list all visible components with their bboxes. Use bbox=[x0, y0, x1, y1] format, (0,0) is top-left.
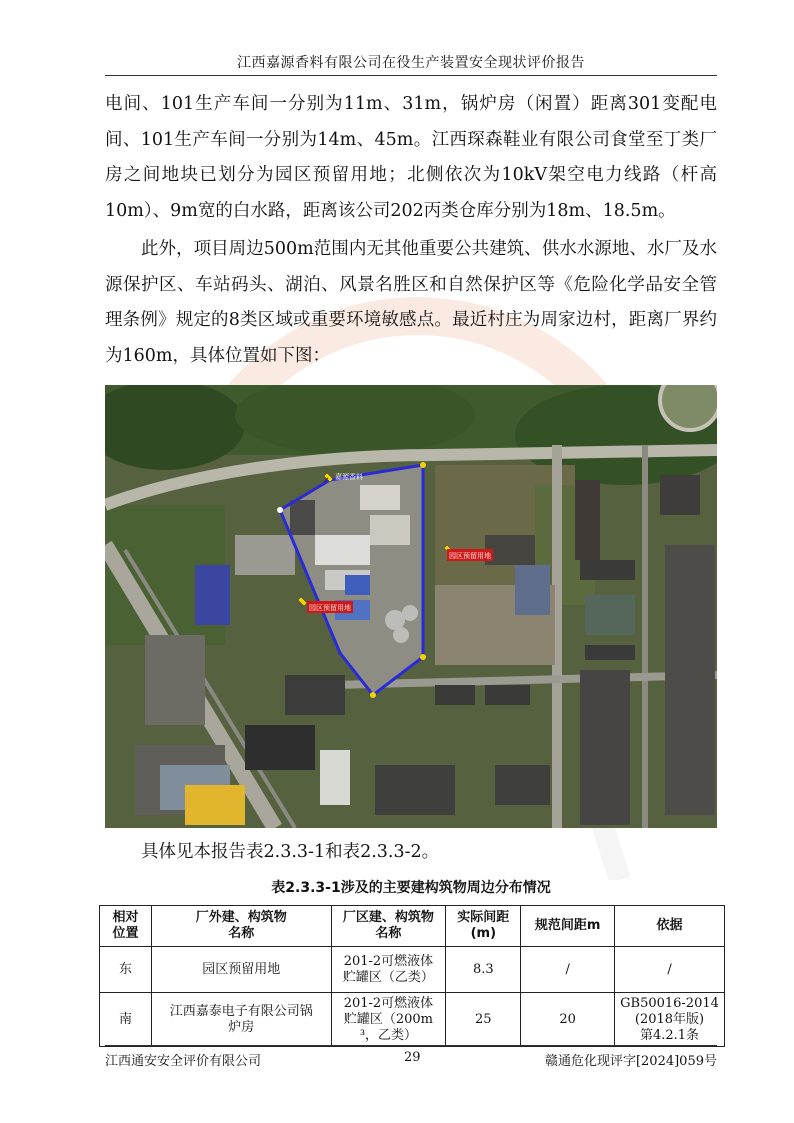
footer-page-number: 29 bbox=[404, 1050, 421, 1065]
header-position: 相对 位置 bbox=[100, 906, 152, 947]
header-basis: 依据 bbox=[615, 906, 725, 947]
table-reference-line: 具体见本报告表2.3.3-1和表2.3.3-2。 bbox=[141, 842, 440, 862]
footer-divider bbox=[105, 1045, 717, 1046]
map-label-site: 嘉源香料 bbox=[335, 473, 363, 481]
cell-actual-distance: 25 bbox=[446, 993, 521, 1047]
cell-required-distance: 20 bbox=[521, 993, 615, 1047]
cell-position: 东 bbox=[100, 947, 152, 993]
cell-external-structure: 园区预留用地 bbox=[151, 947, 331, 993]
map-label-east: 园区预留用地 bbox=[449, 552, 491, 560]
footer-document-number: 赣通危化现评字[2024]059号 bbox=[544, 1054, 717, 1069]
cell-basis: / bbox=[615, 947, 725, 993]
paragraph-distances: 电间、101生产车间一分别为11m、31m，锅炉房（闲置）距离301变配电间、101生产车间一分别为14m、45m。江西琛森鞋业有限公司食堂至丁类厂房之间地块已划分为园区预留用地；北侧依次为10kV架空电力线路（杆高10m）、9m宽的白水路，距离该公司202丙类仓库分别为18m、18.5m。 bbox=[105, 94, 717, 221]
paragraph-surroundings: 此外，项目周边500m范围内无其他重要公共建筑、供水水源地、水厂及水源保护区、车站码头、湖泊、风景名胜区和自然保护区等《危险化学品安全管理条例》规定的8类区域或重要环境敏感点。最近村庄为周家边村，距离厂界约为160m，具体位置如下图： bbox=[105, 239, 717, 366]
table-title: 表2.3.3-1涉及的主要建构筑物周边分布情况 bbox=[271, 880, 551, 896]
header-required-distance: 规范间距m bbox=[521, 906, 615, 947]
map-label-west: 园区预留用地 bbox=[309, 604, 351, 612]
cell-actual-distance: 8.3 bbox=[446, 947, 521, 993]
cell-internal-structure: 201-2可燃液体 贮罐区（乙类） bbox=[331, 947, 446, 993]
header-external-structure: 厂外建、构筑物 名称 bbox=[151, 906, 331, 947]
header-internal-structure: 厂区建、构筑物 名称 bbox=[331, 906, 446, 947]
distance-table bbox=[99, 905, 725, 1047]
page-header-title: 江西嘉源香料有限公司在役生产装置安全现状评价报告 bbox=[237, 55, 585, 71]
table-row bbox=[100, 947, 725, 993]
cell-position: 南 bbox=[100, 993, 152, 1047]
table-row bbox=[100, 993, 725, 1047]
cell-required-distance: / bbox=[521, 947, 615, 993]
cell-internal-structure: 201-2可燃液体 贮罐区（200m ³，乙类） bbox=[331, 993, 446, 1047]
footer-company: 江西通安安全评价有限公司 bbox=[105, 1054, 262, 1069]
table-header-row bbox=[100, 906, 725, 947]
header-actual-distance: 实际间距 (m) bbox=[446, 906, 521, 947]
cell-basis: GB50016-2014 (2018年版) 第4.2.1条 bbox=[615, 993, 725, 1047]
cell-external-structure: 江西嘉泰电子有限公司锅 炉房 bbox=[151, 993, 331, 1047]
satellite-site-map bbox=[105, 385, 717, 828]
header-divider bbox=[105, 75, 717, 76]
